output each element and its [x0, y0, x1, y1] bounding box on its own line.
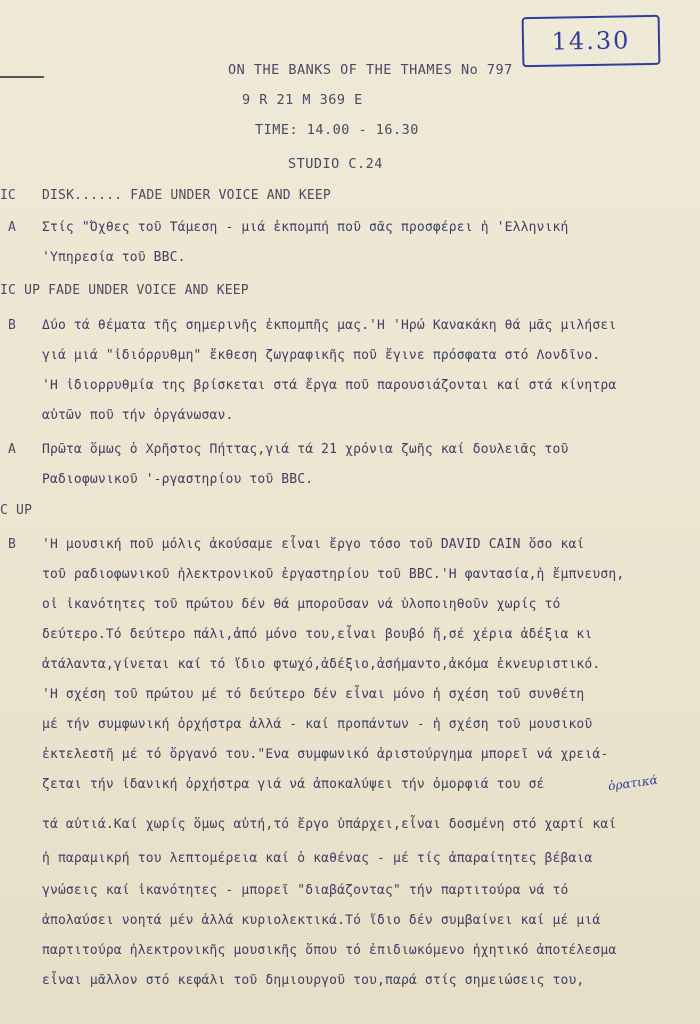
programme-time: TIME: 14.00 - 16.30	[255, 122, 419, 138]
script-line: 'Υπηρεσία τοῦ BBC.	[42, 250, 186, 265]
script-line: εἶναι μᾶλλον στό κεφάλι τοῦ δημιουργοῦ του,παρά στίς σημειώσεις του,	[42, 973, 585, 988]
script-line: 'Η ἰδιορρυθμία της βρίσκεται στά ἔργα ποῦ παρουσιάζονται καί στά κίνητρα	[42, 378, 617, 393]
script-line: ἡ παραμικρή του λεπτομέρεια καί ὁ καθένας - μέ τίς ἀπαραίτητες βέβαια	[42, 851, 593, 866]
script-line: Στίς "Όχθες τοῦ Τάμεση - μιά ἐκπομπή ποῦ σᾶς προσφέρει ἡ 'Ελληνική	[42, 220, 569, 235]
programme-studio: STUDIO C.24	[288, 156, 383, 172]
cue-tag: IC	[0, 188, 16, 203]
cue-disk: DISK...... FADE UNDER VOICE AND KEEP	[42, 188, 331, 203]
speaker-label: A	[8, 442, 16, 457]
script-line: παρτιτούρα ἠλεκτρονικῆς μουσικῆς ὅπου τό ἐπιδιωκόμενο ἠχητικό ἀποτέλεσμα	[42, 943, 617, 958]
programme-code: 9 R 21 M 369 E	[242, 92, 363, 108]
script-line: τοῦ ραδιοφωνικοῦ ἠλεκτρονικοῦ ἐργαστηρίου τοῦ BBC.'Η φαντασία,ἡ ἔμπνευση,	[42, 567, 625, 582]
script-line: μέ τήν συμφωνική ὀρχήστρα ἀλλά - καί προπάντων - ἡ σχέση τοῦ μουσικοῦ	[42, 717, 593, 732]
script-line: τά αὐτιά.Καί χωρίς ὅμως αὐτή,τό ἔργο ὑπάρχει,εἶναι δοσμένη στό χαρτί καί	[42, 817, 617, 832]
script-line: Ραδιοφωνικοῦ '-ργαστηρίου τοῦ BBC.	[42, 472, 314, 487]
script-line: 'Η σχέση τοῦ πρώτου μέ τό δεύτερο δέν εἶναι μόνο ἡ σχέση τοῦ συνθέτη	[42, 687, 585, 702]
speaker-label: A	[8, 220, 16, 235]
script-line: Δύο τά θέματα τῆς σημερινῆς ἐκπομπῆς μας.'Η 'Ηρώ Κανακάκη θά μᾶς μιλήσει	[42, 318, 617, 333]
script-line: οἱ ἱκανότητες τοῦ πρώτου δέν θά μποροῦσαν νά ὑλοποιηθοῦν χωρίς τό	[42, 597, 561, 612]
script-line: 'Η μουσική ποῦ μόλις ἀκούσαμε εἶναι ἔργο τόσο τοῦ DAVID CAIN ὅσο καί	[42, 537, 585, 552]
script-line: ζεται τήν ἰδανική ὀρχήστρα γιά νά ἀποκαλύψει τήν ὀμορφιά του σέ	[42, 777, 545, 792]
script-line: δεύτερο.Τό δεύτερο πάλι,ἀπό μόνο του,εἶναι βουβό ἤ,σέ χέρια ἀδέξια κι	[42, 627, 593, 642]
script-line: ἐκτελεστῆ μέ τό ὄργανό του."Ενα συμφωνικό ἀριστούργημα μπορεῖ νά χρειά-	[42, 747, 609, 762]
script-line: γνώσεις καί ἱκανότητες - μπορεῖ "διαβάζοντας" τήν παρτιτούρα νά τό	[42, 883, 569, 898]
script-line: γιά μιά "ἰδιόρρυθμη" ἔκθεση ζωγραφικῆς ποῦ ἔγινε πρόσφατα στό Λονδῖνο.	[42, 348, 601, 363]
speaker-label: B	[8, 537, 16, 552]
margin-rule	[0, 76, 44, 78]
cue-fade: IC UP FADE UNDER VOICE AND KEEP	[0, 283, 249, 298]
script-line: ἀτάλαντα,γίνεται καί τό ἴδιο φτωχό,ἀδέξιο,ἀσήμαντο,ἀκόμα ἐκνευριστικό.	[42, 657, 601, 672]
cue-up: C UP	[0, 503, 33, 518]
handwritten-note: ὁρατικά	[607, 772, 659, 794]
script-line: αὐτῶν ποῦ τήν ὀργάνωσαν.	[42, 408, 234, 423]
script-line: ἀπολαύσει νοητά μέν ἀλλά κυριολεκτικά.Τό ἴδιο δέν συμβαίνει καί μέ μιά	[42, 913, 601, 928]
programme-title: ON THE BANKS OF THE THAMES No 797	[228, 62, 513, 78]
script-line: Πρῶτα ὅμως ὁ Χρῆστος Πήττας,γιά τά 21 χρόνια ζωῆς καί δουλειᾶς τοῦ	[42, 442, 569, 457]
page-time-stamp: 14.30	[522, 15, 661, 67]
speaker-label: B	[8, 318, 16, 333]
